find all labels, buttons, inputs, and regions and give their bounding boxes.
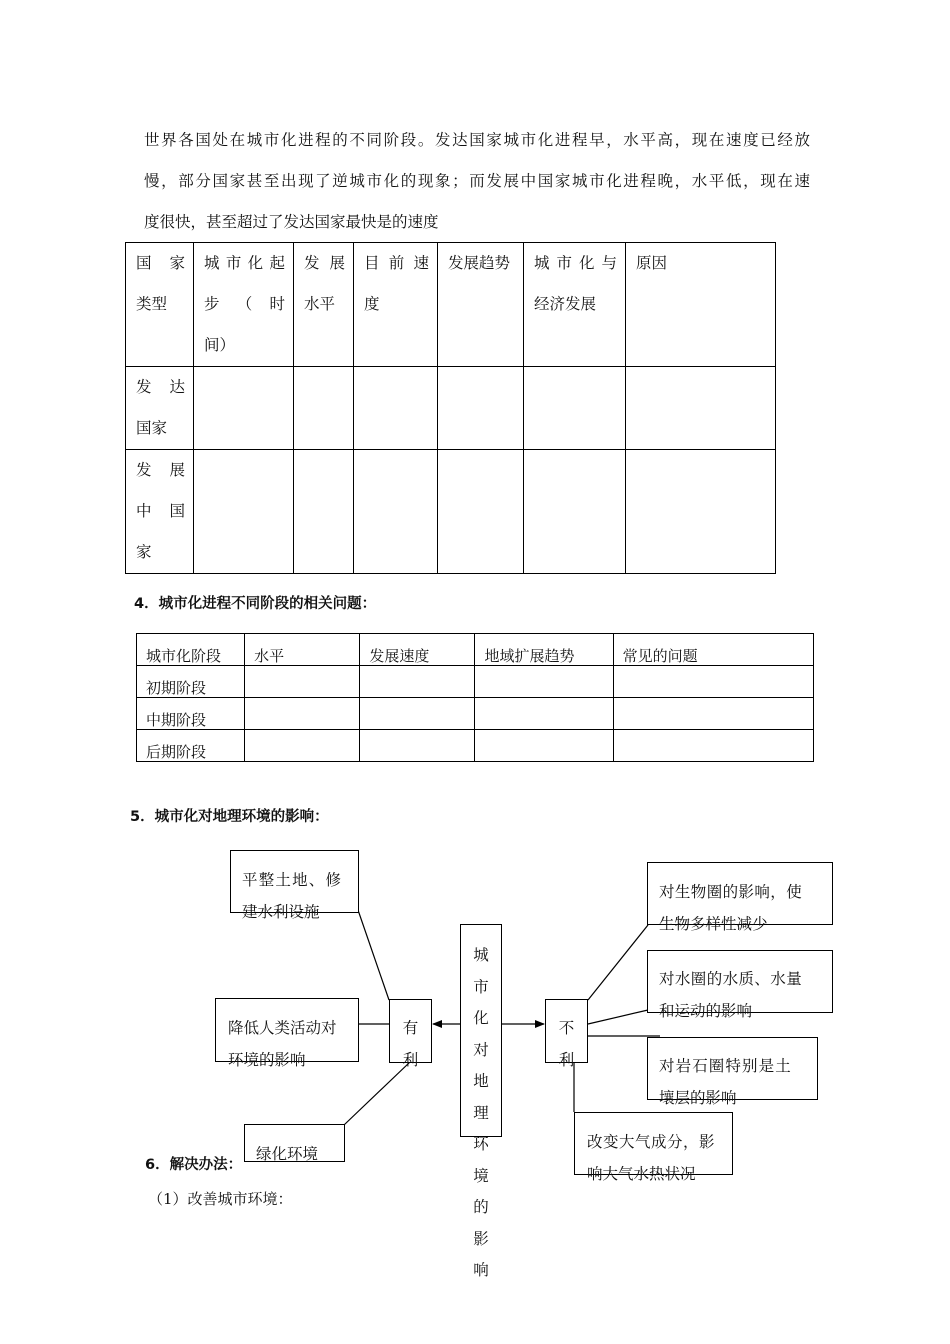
favorable-text: 有 利	[402, 1019, 419, 1069]
section-4-title: 4．城市化进程不同阶段的相关问题：	[134, 596, 377, 612]
row-label-cell: 发 达 国家	[126, 367, 194, 450]
intro-line: 慢，部分国家甚至出现了逆城市化的现象；而发展中国家城市化进程晚，水平低，现在速	[144, 172, 810, 190]
row-label-cell: 中期阶段	[137, 698, 245, 730]
header-cell: 地域扩展趋势	[475, 634, 613, 666]
header-cell: 发展速度	[360, 634, 475, 666]
center-text: 城 市 化 对 地 理 环 境 的 影 响	[473, 946, 489, 1279]
connector-water	[588, 1010, 648, 1024]
connector-land	[358, 910, 389, 1000]
row-label-cell: 后期阶段	[137, 730, 245, 762]
water-text: 对水圈的水质、水量 和运动的影响	[659, 970, 803, 1020]
bio-text: 对生物圈的影响，使 生物多样性减少	[659, 883, 803, 933]
air-text: 改变大气成分，影 响大气水热状况	[587, 1133, 716, 1183]
reduce-text: 降低人类活动对 环境的影响	[228, 1019, 337, 1069]
header-cell: 城市化起 步（时 间）	[194, 243, 294, 367]
intro-line: 度很快，甚至超过了发达国家最快是的速度	[144, 213, 439, 231]
section-6-title: 6．解决办法：	[145, 1157, 243, 1173]
header-cell: 发展趋势	[438, 243, 524, 367]
rock-text: 对岩石圈特别是土 壤层的影响	[659, 1057, 792, 1107]
header-cell: 目前速 度	[354, 243, 438, 367]
header-cell: 城市化阶段	[137, 634, 245, 666]
section-5-title: 5．城市化对地理环境的影响：	[130, 809, 329, 825]
connector-bio	[588, 925, 648, 1000]
header-cell: 原因	[626, 243, 776, 367]
unfavorable-text: 不 利	[558, 1019, 575, 1069]
intro-line: 世界各国处在城市化进程的不同阶段。发达国家城市化进程早，水平高，现在速度已经放	[144, 131, 810, 149]
header-cell: 水平	[245, 634, 360, 666]
header-cell: 城市化与 经济发展	[524, 243, 626, 367]
land-text: 平整土地、修 建水利设施	[242, 871, 343, 921]
row-label-cell: 发 展 中 国 家	[126, 450, 194, 574]
solution-item-1: （1）改善城市环境：	[148, 1190, 293, 1208]
header-cell: 发展 水平	[294, 243, 354, 367]
row-label-cell: 初期阶段	[137, 666, 245, 698]
header-cell: 常见的问题	[613, 634, 813, 666]
green-text: 绿化环境	[256, 1145, 319, 1163]
header-cell: 国 家 类型	[126, 243, 194, 367]
